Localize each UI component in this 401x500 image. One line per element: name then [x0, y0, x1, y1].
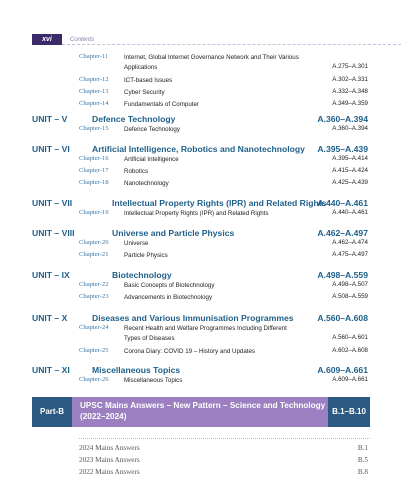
unit-label: UNIT – VI: [32, 144, 70, 154]
chapter-page-range: A.498–A.507: [332, 281, 368, 288]
chapter-page-range: A.275–A.301: [332, 63, 368, 70]
chapter-page-range: A.508–A.559: [332, 293, 368, 300]
unit-page-range: A.560–A.608: [317, 313, 368, 323]
unit-label: UNIT – IX: [32, 270, 70, 280]
chapter-title: ICT-based Issues: [124, 77, 173, 84]
chapter-page-range: A.349–A.359: [332, 100, 368, 107]
unit-title: Miscellaneous Topics: [92, 365, 181, 375]
answer-page: B.5: [357, 456, 368, 464]
chapter-title: Fundamentals of Computer: [124, 101, 199, 108]
chapter-label: Chapter-11: [79, 53, 109, 60]
chapter-page-range: A.462–A.474: [332, 239, 368, 246]
chapter-page-range: A.332–A.348: [332, 88, 368, 95]
chapter-page-range: A.395–A.414: [332, 155, 368, 162]
unit-page-range: A.395–A.439: [317, 144, 368, 154]
chapter-page-range: A.609–A.661: [332, 376, 368, 383]
page-number-badge: xvi: [32, 34, 62, 45]
chapter-title: Nanotechnology: [124, 180, 169, 187]
answers-divider: [79, 438, 370, 439]
answer-label: 2023 Mains Answers: [79, 456, 140, 464]
chapter-title: Robotics: [124, 168, 149, 175]
chapter-title: Artificial Intelligence: [124, 156, 179, 163]
chapter-title: Advancements in Biotechnology: [124, 294, 213, 301]
chapter-label: Chapter-23: [79, 293, 109, 300]
unit-title: Universe and Particle Physics: [112, 228, 235, 238]
chapter-title: Miscellaneous Topics: [124, 377, 183, 384]
unit-title: Defence Technology: [92, 114, 176, 124]
chapter-page-range: A.440–A.461: [332, 209, 368, 216]
unit-label: UNIT – VIII: [32, 228, 75, 238]
unit-label: UNIT – X: [32, 313, 68, 323]
part-b-range: B.1–B.10: [328, 397, 370, 427]
answer-label: 2022 Mains Answers: [79, 468, 140, 476]
chapter-label: Chapter-21: [79, 251, 109, 258]
chapter-page-range: A.475–A.497: [332, 251, 368, 258]
chapter-label: Chapter-13: [79, 88, 109, 95]
part-b-title: UPSC Mains Answers – New Pattern – Science and Technology (2022–2024): [72, 397, 328, 427]
unit-label: UNIT – XI: [32, 365, 70, 375]
answer-label: 2024 Mains Answers: [79, 444, 140, 452]
unit-label: UNIT – V: [32, 114, 68, 124]
part-b-banner: [32, 397, 370, 427]
chapter-label: Chapter-14: [79, 100, 109, 107]
unit-title: Biotechnology: [112, 270, 172, 280]
chapter-title: Corona Diary: COVID 19 – History and Updates: [124, 348, 256, 355]
unit-label: UNIT – VII: [32, 198, 73, 208]
chapter-title: Particle Physics: [124, 252, 168, 259]
chapter-label: Chapter-18: [79, 179, 109, 186]
chapter-title: Cyber Security: [124, 89, 165, 96]
chapter-page-range: A.415–A.424: [332, 167, 368, 174]
chapter-label: Chapter-22: [79, 281, 109, 288]
unit-page-range: A.498–A.559: [317, 270, 368, 280]
chapter-page-range: A.560–A.601: [332, 334, 368, 341]
chapter-title: Intellectual Property Rights (IPR) and Related Rights: [124, 210, 269, 217]
chapter-page-range: A.425–A.439: [332, 179, 368, 186]
chapter-label: Chapter-24: [79, 324, 109, 331]
chapter-page-range: A.602–A.608: [332, 347, 368, 354]
answer-page: B.8: [357, 468, 368, 476]
part-b-label: Part-B: [32, 397, 72, 427]
chapter-title: Universe: [124, 240, 149, 247]
header-title: Contents: [70, 37, 95, 43]
chapter-page-range: A.302–A.331: [332, 76, 368, 83]
answer-page: B.1: [357, 444, 368, 452]
unit-title: Diseases and Various Immunisation Programmes: [92, 313, 294, 323]
unit-page-range: A.360–A.394: [317, 114, 368, 124]
chapter-title: Basic Concepts of Biotechnology: [124, 282, 215, 289]
unit-title: Intellectual Property Rights (IPR) and Related Rights: [112, 198, 327, 208]
chapter-label: Chapter-26: [79, 376, 109, 383]
chapter-label: Chapter-20: [79, 239, 109, 246]
chapter-label: Chapter-17: [79, 167, 109, 174]
unit-page-range: A.609–A.661: [317, 365, 368, 375]
chapter-label: Chapter-12: [79, 76, 109, 83]
chapter-label: Chapter-15: [79, 125, 109, 132]
chapter-title: Internet, Global Internet Governance Network and Their Various Applications: [124, 54, 299, 71]
chapter-page-range: A.360–A.394: [332, 125, 368, 132]
chapter-label: Chapter-19: [79, 209, 109, 216]
unit-page-range: A.462–A.497: [317, 228, 368, 238]
unit-page-range: A.440–A.461: [317, 198, 368, 208]
chapter-label: Chapter-16: [79, 155, 109, 162]
header-divider: [62, 44, 401, 45]
unit-title: Artificial Intelligence, Robotics and Nanotechnology: [92, 144, 305, 154]
chapter-title: Recent Health and Welfare Programmes Including Different Types of Diseases: [124, 325, 287, 342]
page-header: [0, 34, 401, 46]
chapter-label: Chapter-25: [79, 347, 109, 354]
chapter-title: Defence Technology: [124, 126, 180, 133]
